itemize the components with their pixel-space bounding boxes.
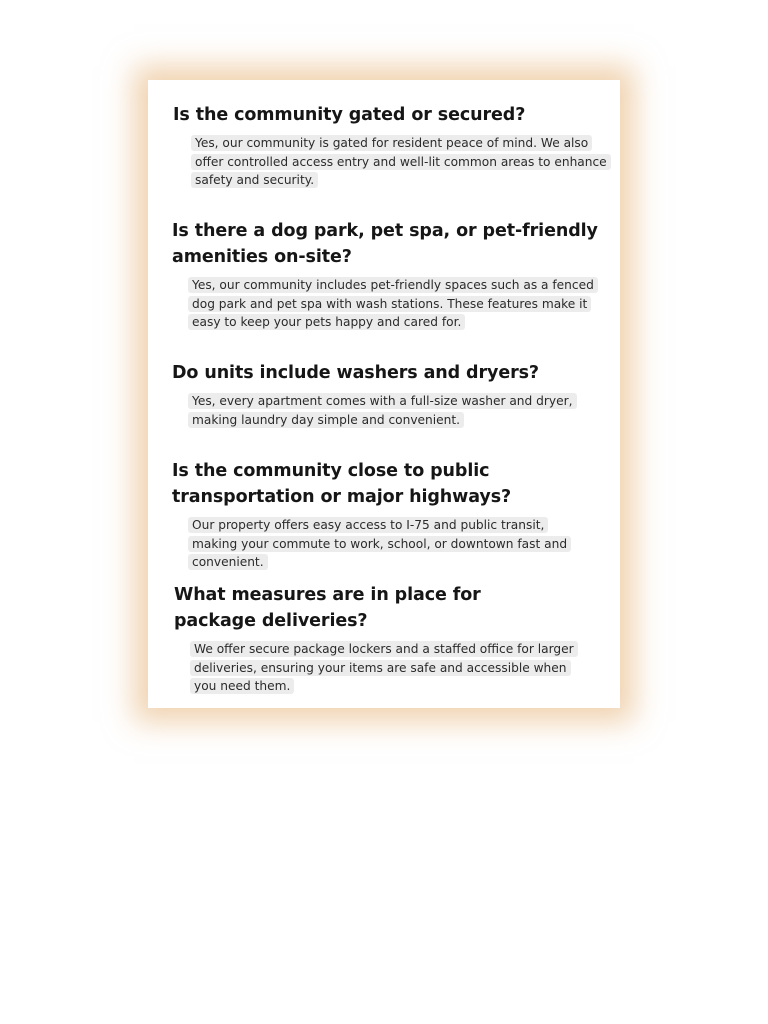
faq-question: Is the community close to public transportation or major highways?	[172, 461, 512, 507]
faq-answer-text: We offer secure package lockers and a staffed office for larger deliveries, ensuring your items are safe and accessible when you need them.	[190, 641, 578, 694]
faq-answer-text: Our property offers easy access to I-75 and public transit, making your commute to work, school, or downtown fast and convenient.	[188, 517, 571, 570]
faq-answer	[188, 392, 620, 429]
faq-question: Is the community gated or secured?	[173, 105, 526, 125]
faq-question: Is there a dog park, pet spa, or pet-friendly amenities on-site?	[172, 221, 598, 267]
faq-answer	[190, 640, 620, 696]
faq-answer-text: Yes, every apartment comes with a full-size washer and dryer, making laundry day simple and convenient.	[188, 393, 577, 428]
faq-item-gated	[148, 102, 620, 190]
faq-answer	[191, 134, 620, 190]
faq-answer-text: Yes, our community includes pet-friendly spaces such as a fenced dog park and pet spa with wash stations. These features make it easy to keep your pets happy and cared for.	[188, 277, 598, 330]
faq-answer	[188, 516, 620, 572]
faq-item-packages	[148, 582, 620, 696]
faq-card	[148, 80, 620, 708]
faq-question: What measures are in place for package deliveries?	[174, 585, 481, 631]
faq-item-transportation	[148, 458, 620, 572]
faq-item-pets	[148, 218, 620, 332]
faq-question: Do units include washers and dryers?	[172, 363, 539, 383]
faq-answer	[188, 276, 620, 332]
faq-answer-text: Yes, our community is gated for resident peace of mind. We also offer controlled access entry and well-lit common areas to enhance safety and security.	[191, 135, 611, 188]
faq-item-laundry	[148, 360, 620, 429]
